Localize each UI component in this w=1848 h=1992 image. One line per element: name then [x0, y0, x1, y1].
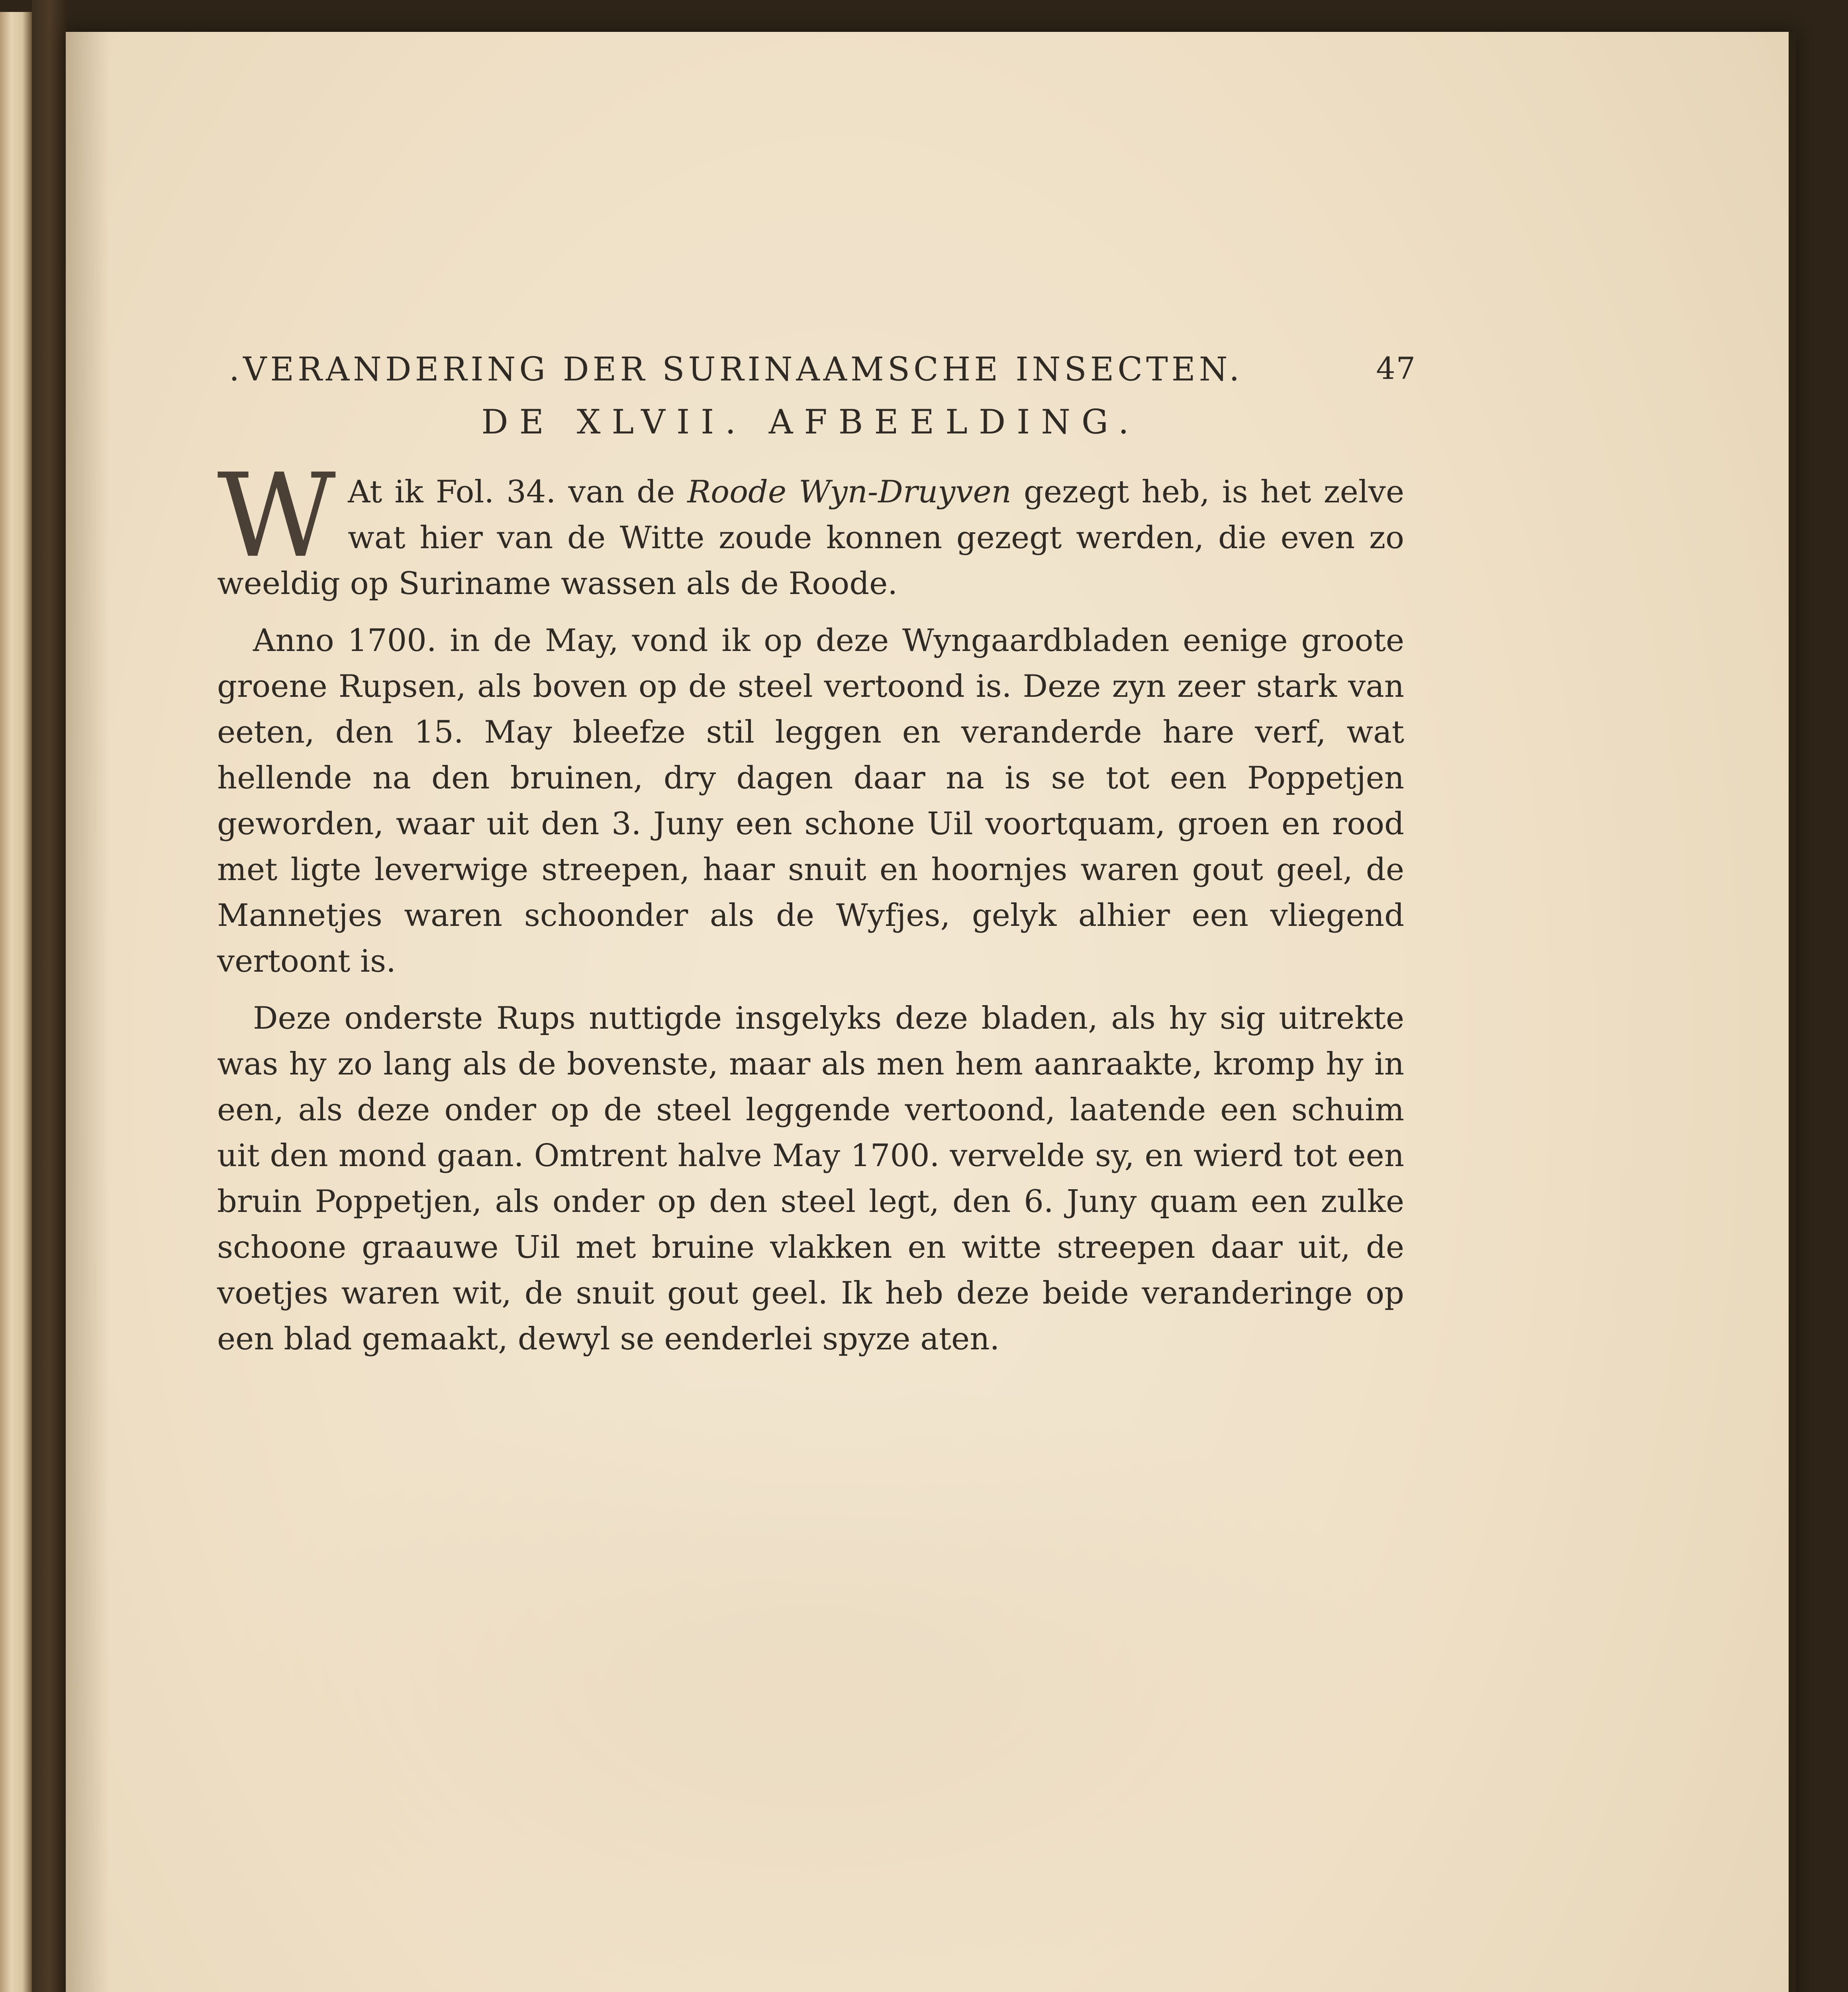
- drop-cap: W: [217, 449, 336, 583]
- page-number: 47: [1376, 351, 1416, 386]
- text-block: [217, 351, 1416, 1373]
- running-head-title: .VERANDERING DER SURINAAMSCHE INSECTEN.: [229, 351, 1243, 388]
- running-head: [217, 351, 1416, 398]
- binding-gutter: [32, 0, 68, 1992]
- paragraph-1-rest: gezegt heb, is het zelve wat hier van de Witte zoude konnen gezegt werden, die even zo weeldig op Suriname wassen als de Roode.: [217, 474, 1404, 602]
- paragraph-1-italic-title: Roode Wyn-Druyven: [687, 474, 1011, 510]
- paragraph-3: Deze onderste Rups nuttigde insgelyks deze bladen, als hy sig uitrekte was hy zo lang als de bovenste, maar als men hem aanraakte, kromp hy in een, als deze onder op de steel leggende vertoond, laatende een schuim uit den mond gaan. Omtrent halve May 1700. vervelde sy, en wierd tot een bruin Poppetjen, als onder op den steel legt, den 6. Juny quam een zulke schoone graauwe Uil met bruine vlakken en witte streepen daar uit, de voetjes waren wit, de snuit gout geel. Ik heb deze beide veranderinge op een blad gemaakt, dewyl se eenderlei spyze aten.: [217, 1000, 1404, 1357]
- previous-page-edge: [0, 12, 32, 1992]
- paragraph-1-lead: At ik Fol. 34. van de: [348, 474, 688, 510]
- paragraph-1: [217, 449, 1404, 607]
- book-page: [66, 32, 1796, 1992]
- paragraph-2: Anno 1700. in de May, vond ik op deze Wyngaardbladen eenige groote groene Rupsen, als boven op de steel vertoond is. Deze zyn zeer stark van eeten, den 15. May bleefze stil leggen en veranderde hare verf, wat hellende na den bruinen, dry dagen daar na is se tot een Poppetjen geworden, waar uit den 3. Juny een schone Uil voortquam, groen en rood met ligte leverwige streepen, haar snuit en hoornjes waren gout geel, de Mannetjes waren schoonder als de Wyfjes, gelyk alhier een vliegend vertoont is.: [217, 623, 1404, 979]
- bleed-through-area: [217, 1367, 1412, 1992]
- plate-title: DE XLVII. AFBEELDING.: [481, 402, 1140, 441]
